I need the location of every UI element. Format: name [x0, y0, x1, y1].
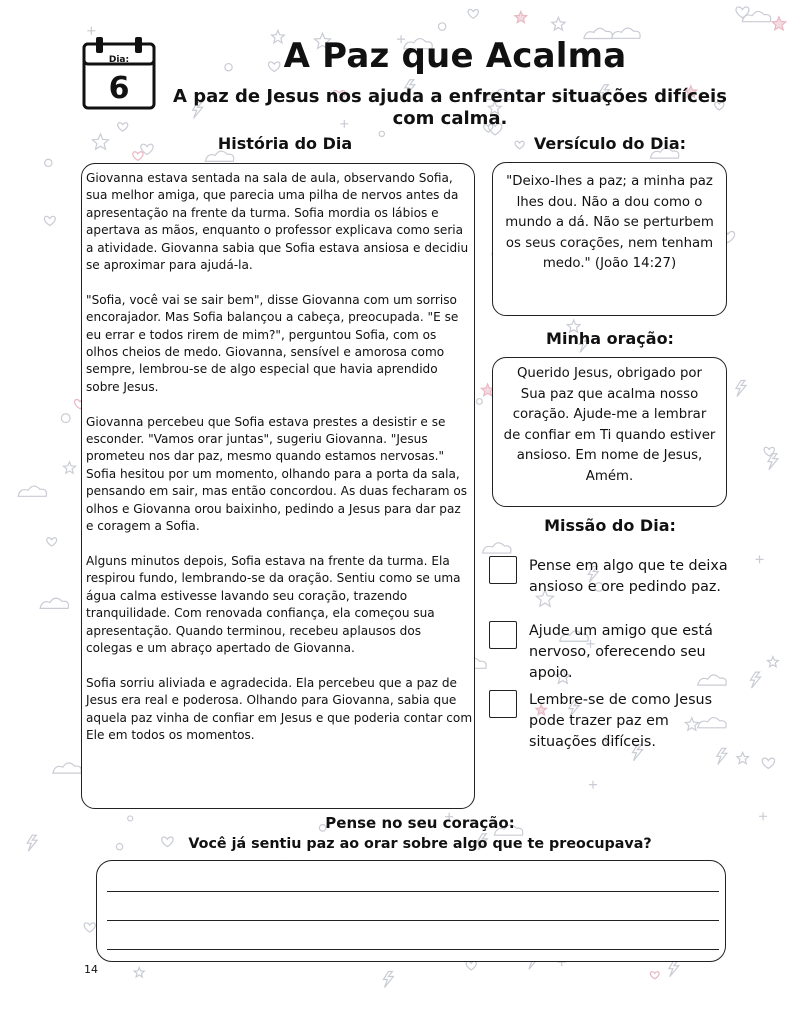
prayer-line: ansioso. Em nome de Jesus, [516, 448, 703, 463]
story-line: tranquilidade. Com renovada confiança, ela começou sua [86, 606, 435, 621]
story-line: Sofia sorriu aliviada e agradecida. Ela percebeu que a paz de [86, 675, 457, 690]
story-line: a atividade. Giovanna sabia que Sofia estava ansiosa e decidiu [86, 240, 469, 255]
story-line: apresentação. Quando terminou, recebeu aplausos dos [86, 623, 422, 638]
mission-item [489, 556, 739, 616]
story-line: pensando em sair, mas então concordou. As duas fecharam os [86, 484, 468, 499]
story-line: sua melhor amiga, que parecia uma pilha de nervos antes da [86, 188, 459, 203]
story-line: olhos e Giovanna orou baixinho, pedindo a Jesus para dar paz [86, 501, 461, 516]
mission-line: pode trazer paz em [529, 713, 669, 729]
calendar-icon [82, 36, 156, 110]
answer-box[interactable] [96, 860, 726, 962]
answer-line[interactable] [107, 891, 719, 892]
page-number: 14 [84, 963, 98, 976]
prayer-line: de confiar em Ti quando estiver [503, 427, 716, 443]
mission-checkbox[interactable] [489, 621, 517, 649]
story-line: respirou fundo, lembrando-se da oração. Sentiu como se uma [86, 571, 461, 586]
story-paragraph [86, 414, 478, 536]
story-line: aquela paz vinha de confiar em Jesus e que poderia contar com [86, 710, 473, 725]
mission-line: Ajude um amigo que está [529, 623, 713, 639]
prayer-line: Sua paz que acalma nosso [520, 386, 699, 402]
story-line: Ele em todos os momentos. [86, 727, 255, 742]
answer-line[interactable] [107, 920, 719, 921]
story-line: Giovanna percebeu que Sofia estava prestes a desistir e se [86, 414, 446, 429]
story-paragraph [86, 170, 478, 274]
prayer-text [497, 364, 722, 487]
answer-line[interactable] [107, 949, 719, 950]
verse-line: medo." (João 14:27) [542, 256, 677, 271]
mission-line: ansioso e ore pedindo paz. [529, 579, 721, 595]
story-paragraph [86, 553, 478, 657]
story-line: esconder. "Vamos orar juntas", sugeriu Giovanna. "Jesus [86, 432, 428, 447]
story-line: colegas e um abraço apertado de Giovanna. [86, 640, 355, 655]
story-line: olhos cheios de medo. Giovanna, sensível e amorosa como [86, 345, 445, 360]
story-line: encorajador. Mas Sofia balançou a cabeça, preocupada. "E se [86, 310, 459, 325]
mission-line: situações difíceis. [529, 734, 656, 750]
reflection-question: Você já sentiu paz ao orar sobre algo que te preocupava? [188, 836, 652, 852]
story-line: sobre Jesus. [86, 379, 159, 394]
prayer-line: Amém. [585, 468, 634, 484]
mission-line: Lembre-se de como Jesus [529, 692, 713, 708]
story-line: apertava as mãos, enquanto o professor explicava como seria [86, 223, 464, 238]
mission-line: nervoso, oferecendo seu [529, 644, 706, 660]
story-line: se aproximar para ajudá-la. [86, 258, 253, 273]
verse-line: "Deixo-lhes a paz; a minha paz [506, 174, 713, 189]
mission-text [529, 556, 739, 598]
mission-item [489, 690, 739, 754]
prayer-line: Querido Jesus, obrigado por [516, 366, 703, 381]
verse-heading: Versículo do Dia: [533, 134, 687, 153]
prayer-line: coração. Ajude-me a lembrar [512, 407, 707, 422]
verse-line: mundo a dá. Não se perturbem [505, 215, 714, 230]
story-line: água calma estivesse lavando seu coração, trazendo [86, 588, 408, 603]
page-subtitle: A paz de Jesus nos ajuda a enfrentar situações difíceis com calma. [173, 86, 727, 129]
mission-line: apoio. [529, 665, 573, 681]
mission-item [489, 621, 739, 685]
story-line: Sofia hesitou por um momento, olhando para a porta da sala, [86, 466, 460, 481]
story-line: "Sofia, você vai se sair bem", disse Giovanna com um sorriso [86, 292, 457, 307]
mission-text [529, 621, 739, 684]
mission-checkbox[interactable] [489, 690, 517, 718]
story-line: prometeu nos dar paz, mesmo quando estamos nervosas." [86, 449, 445, 464]
story-text [86, 170, 478, 762]
story-paragraph [86, 675, 478, 745]
story-line: sempre, lembrou-se de algo especial que havia aprendido [86, 362, 438, 377]
page-title: A Paz que Acalma [283, 36, 627, 76]
story-line: eu errar e todos rirem de mim?", perguntou Sofia, com os [86, 327, 437, 342]
story-line: e coragem a Sofia. [86, 519, 200, 534]
story-heading: História do Dia [217, 134, 353, 153]
prayer-heading: Minha oração: [546, 329, 674, 348]
mission-checkbox[interactable] [489, 556, 517, 584]
mission-heading: Missão do Dia: [544, 516, 676, 535]
mission-text [529, 690, 739, 753]
story-line: apresentação na frente da turma. Sofia mordia os lábios e [86, 205, 439, 220]
story-line: Giovanna estava sentada na sala de aula, observando Sofia, [86, 171, 453, 185]
mission-line: Pense em algo que te deixa [529, 558, 728, 574]
verse-text [497, 172, 722, 275]
story-line: Alguns minutos depois, Sofia estava na frente da turma. Ela [86, 553, 450, 568]
verse-line: lhes dou. Não a dou como o [516, 194, 703, 210]
verse-line: os seus corações, nem tenham [505, 235, 714, 251]
reflection-heading: Pense no seu coração: [325, 814, 515, 832]
calendar-day-label: Dia: [108, 55, 130, 65]
calendar-day-number: 6 [108, 71, 130, 106]
story-paragraph [86, 292, 478, 396]
story-line: Jesus era real e poderosa. Olhando para Giovanna, sabia que [86, 693, 457, 708]
